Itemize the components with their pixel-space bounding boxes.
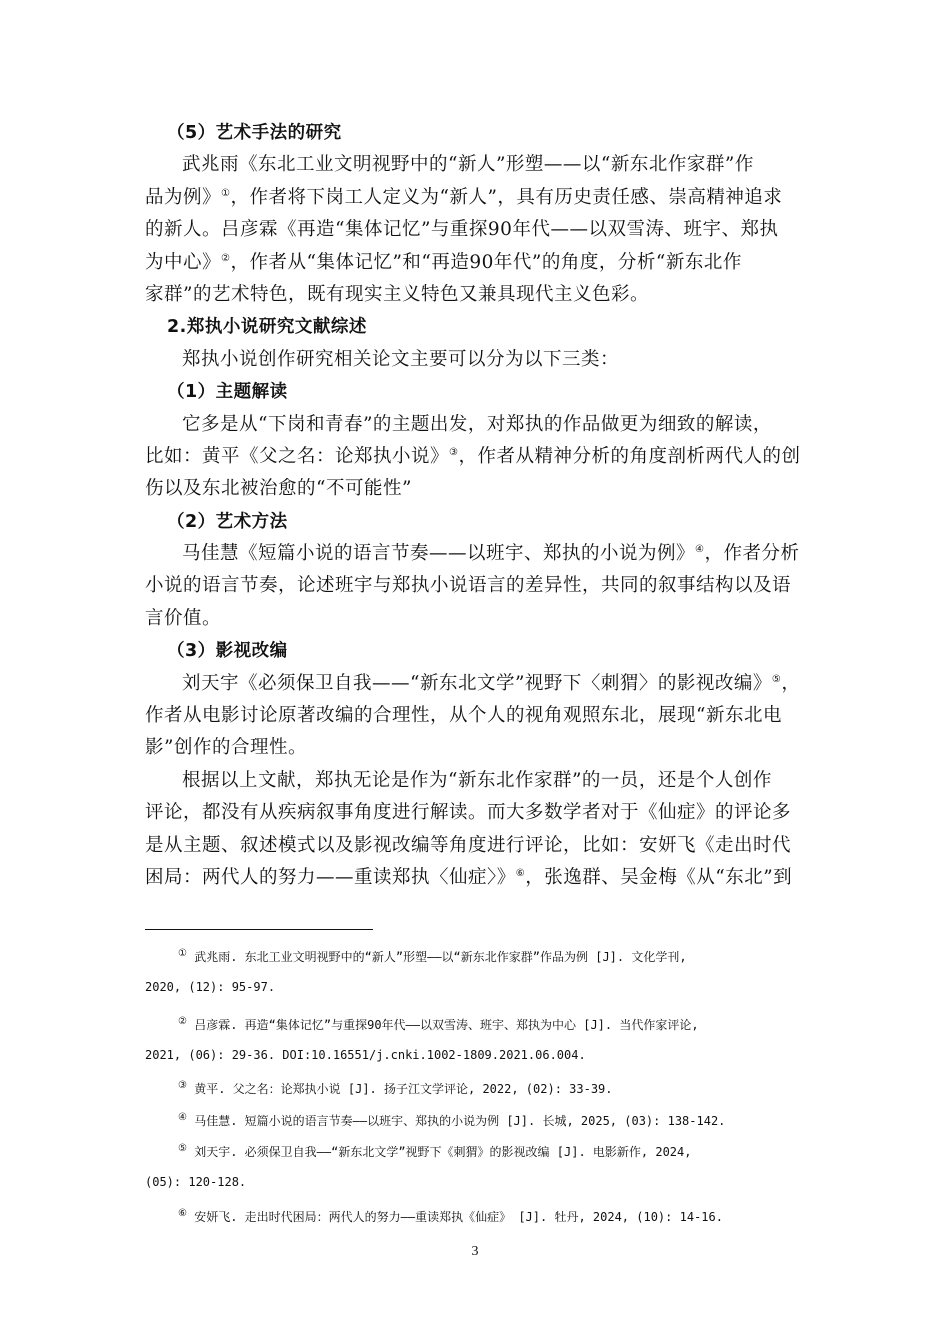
footnote-ref[interactable]: ② [221,252,231,264]
paragraph-line: 伤以及东北被治愈的“不可能性” [145,478,412,500]
body-text [145,117,810,894]
paragraph-line: 它多是从“下岗和青春”的主题出发，对郑执的作品做更为细致的解读， [182,413,772,435]
page-number: 3 [471,1244,479,1259]
footnote-5: ⑤ 刘天宇. 必须保卫自我——“新东北文学”视野下《刺猬》的影视改编 [J]. 电影新作, 2024, (05): 120-128. [145,1143,692,1189]
paragraph-line: 小说的语言节奏，论述班宇与郑执小说语言的差异性，共同的叙事结构以及语 [145,575,792,597]
paragraph-line: 影”创作的合理性。 [145,737,307,759]
paragraph-line: 作者从电影讨论原著改编的合理性，从个人的视角观照东北，展现“新东北电 [145,705,782,727]
paragraph-line: 刘天宇《必须保卫自我——“新东北文学”视野下〈刺猬〉的影视改编》⑤， [182,672,801,694]
paragraph-line: 比如：黄平《父之名：论郑执小说》③，作者从精神分析的角度剖析两代人的创 [145,445,801,467]
subheading-art-method: （2）艺术方法 [167,511,288,532]
footnote-4: ④ 马佳慧. 短篇小说的语言节奏——以班宇、郑执的小说为例 [J]. 长城, 2025, (03): 138-142. [178,1112,726,1128]
footnote-ref[interactable]: ③ [449,446,459,458]
footnote-1: ① 武兆雨. 东北工业文明视野中的“新人”形塑——以“新东北作家群”作品为例 [J]. 文化学刊, 2020, (12): 95-97. [145,948,687,994]
paragraph-line: 郑执小说创作研究相关论文主要可以分为以下三类： [182,348,620,370]
paragraph-line: 武兆雨《东北工业文明视野中的“新人”形塑——以“新东北作家群”作 [182,154,754,176]
paragraph-line: 为中心》②，作者从“集体记忆”和“再造90年代”的角度，分析“新东北作 [145,251,742,273]
footnote-3: ③ 黄平. 父之名：论郑执小说 [J]. 扬子江文学评论, 2022, (02): 33-39. [178,1080,613,1096]
footnote-2: ② 吕彦霖. 再造“集体记忆”与重探90年代——以双雪涛、班宇、郑执为中心 [J]. 当代作家评论, 2021, (06): 29-36. DOI:10.16551/j.cnki.1002-1809.2021.06.004. [145,1016,699,1062]
paragraph-line: 评论，都没有从疾病叙事角度进行解读。而大多数学者对于《仙症》的评论多 [145,802,792,824]
footnote-ref[interactable]: ① [221,187,231,199]
paragraph-line: 是从主题、叙述模式以及影视改编等角度进行评论，比如：安妍飞《走出时代 [145,834,792,856]
paragraph-line: 马佳慧《短篇小说的语言节奏——以班宇、郑执的小说为例》④，作者分析 [182,543,800,565]
paragraph-line: 家群”的艺术特色，既有现实主义特色又兼具现代主义色彩。 [145,283,649,305]
footnote-ref[interactable]: ⑤ [771,673,782,685]
section-heading-zhengzhi-review: 2.郑执小说研究文献综述 [167,317,367,338]
paragraph-line: 困局：两代人的努力——重读郑执〈仙症〉》⑥，张逸群、吴金梅《从“东北”到 [145,866,793,888]
footnote-ref[interactable]: ④ [695,543,705,555]
paragraph-line: 品为例》①，作者将下岗工人定义为“新人”，具有历史责任感、崇高精神追求 [145,186,783,208]
paragraph-line: 言价值。 [145,607,222,629]
footnote-separator [145,929,373,930]
footnote-ref[interactable]: ⑥ [515,867,526,879]
subheading-film-adaptation: （3）影视改编 [167,641,288,662]
section-heading-art-technique: （5）艺术手法的研究 [167,123,342,143]
paragraph-line: 根据以上文献，郑执无论是作为“新东北作家群”的一员，还是个人创作 [182,769,772,791]
paragraph-line: 的新人。吕彦霖《再造“集体记忆”与重探90年代——以双雪涛、班宇、郑执 [145,219,779,241]
footnote-6: ⑥ 安妍飞. 走出时代困局：两代人的努力——重读郑执《仙症》 [J]. 牡丹, 2024, (10): 14-16. [178,1208,723,1224]
subheading-theme: （1）主题解读 [167,382,288,403]
